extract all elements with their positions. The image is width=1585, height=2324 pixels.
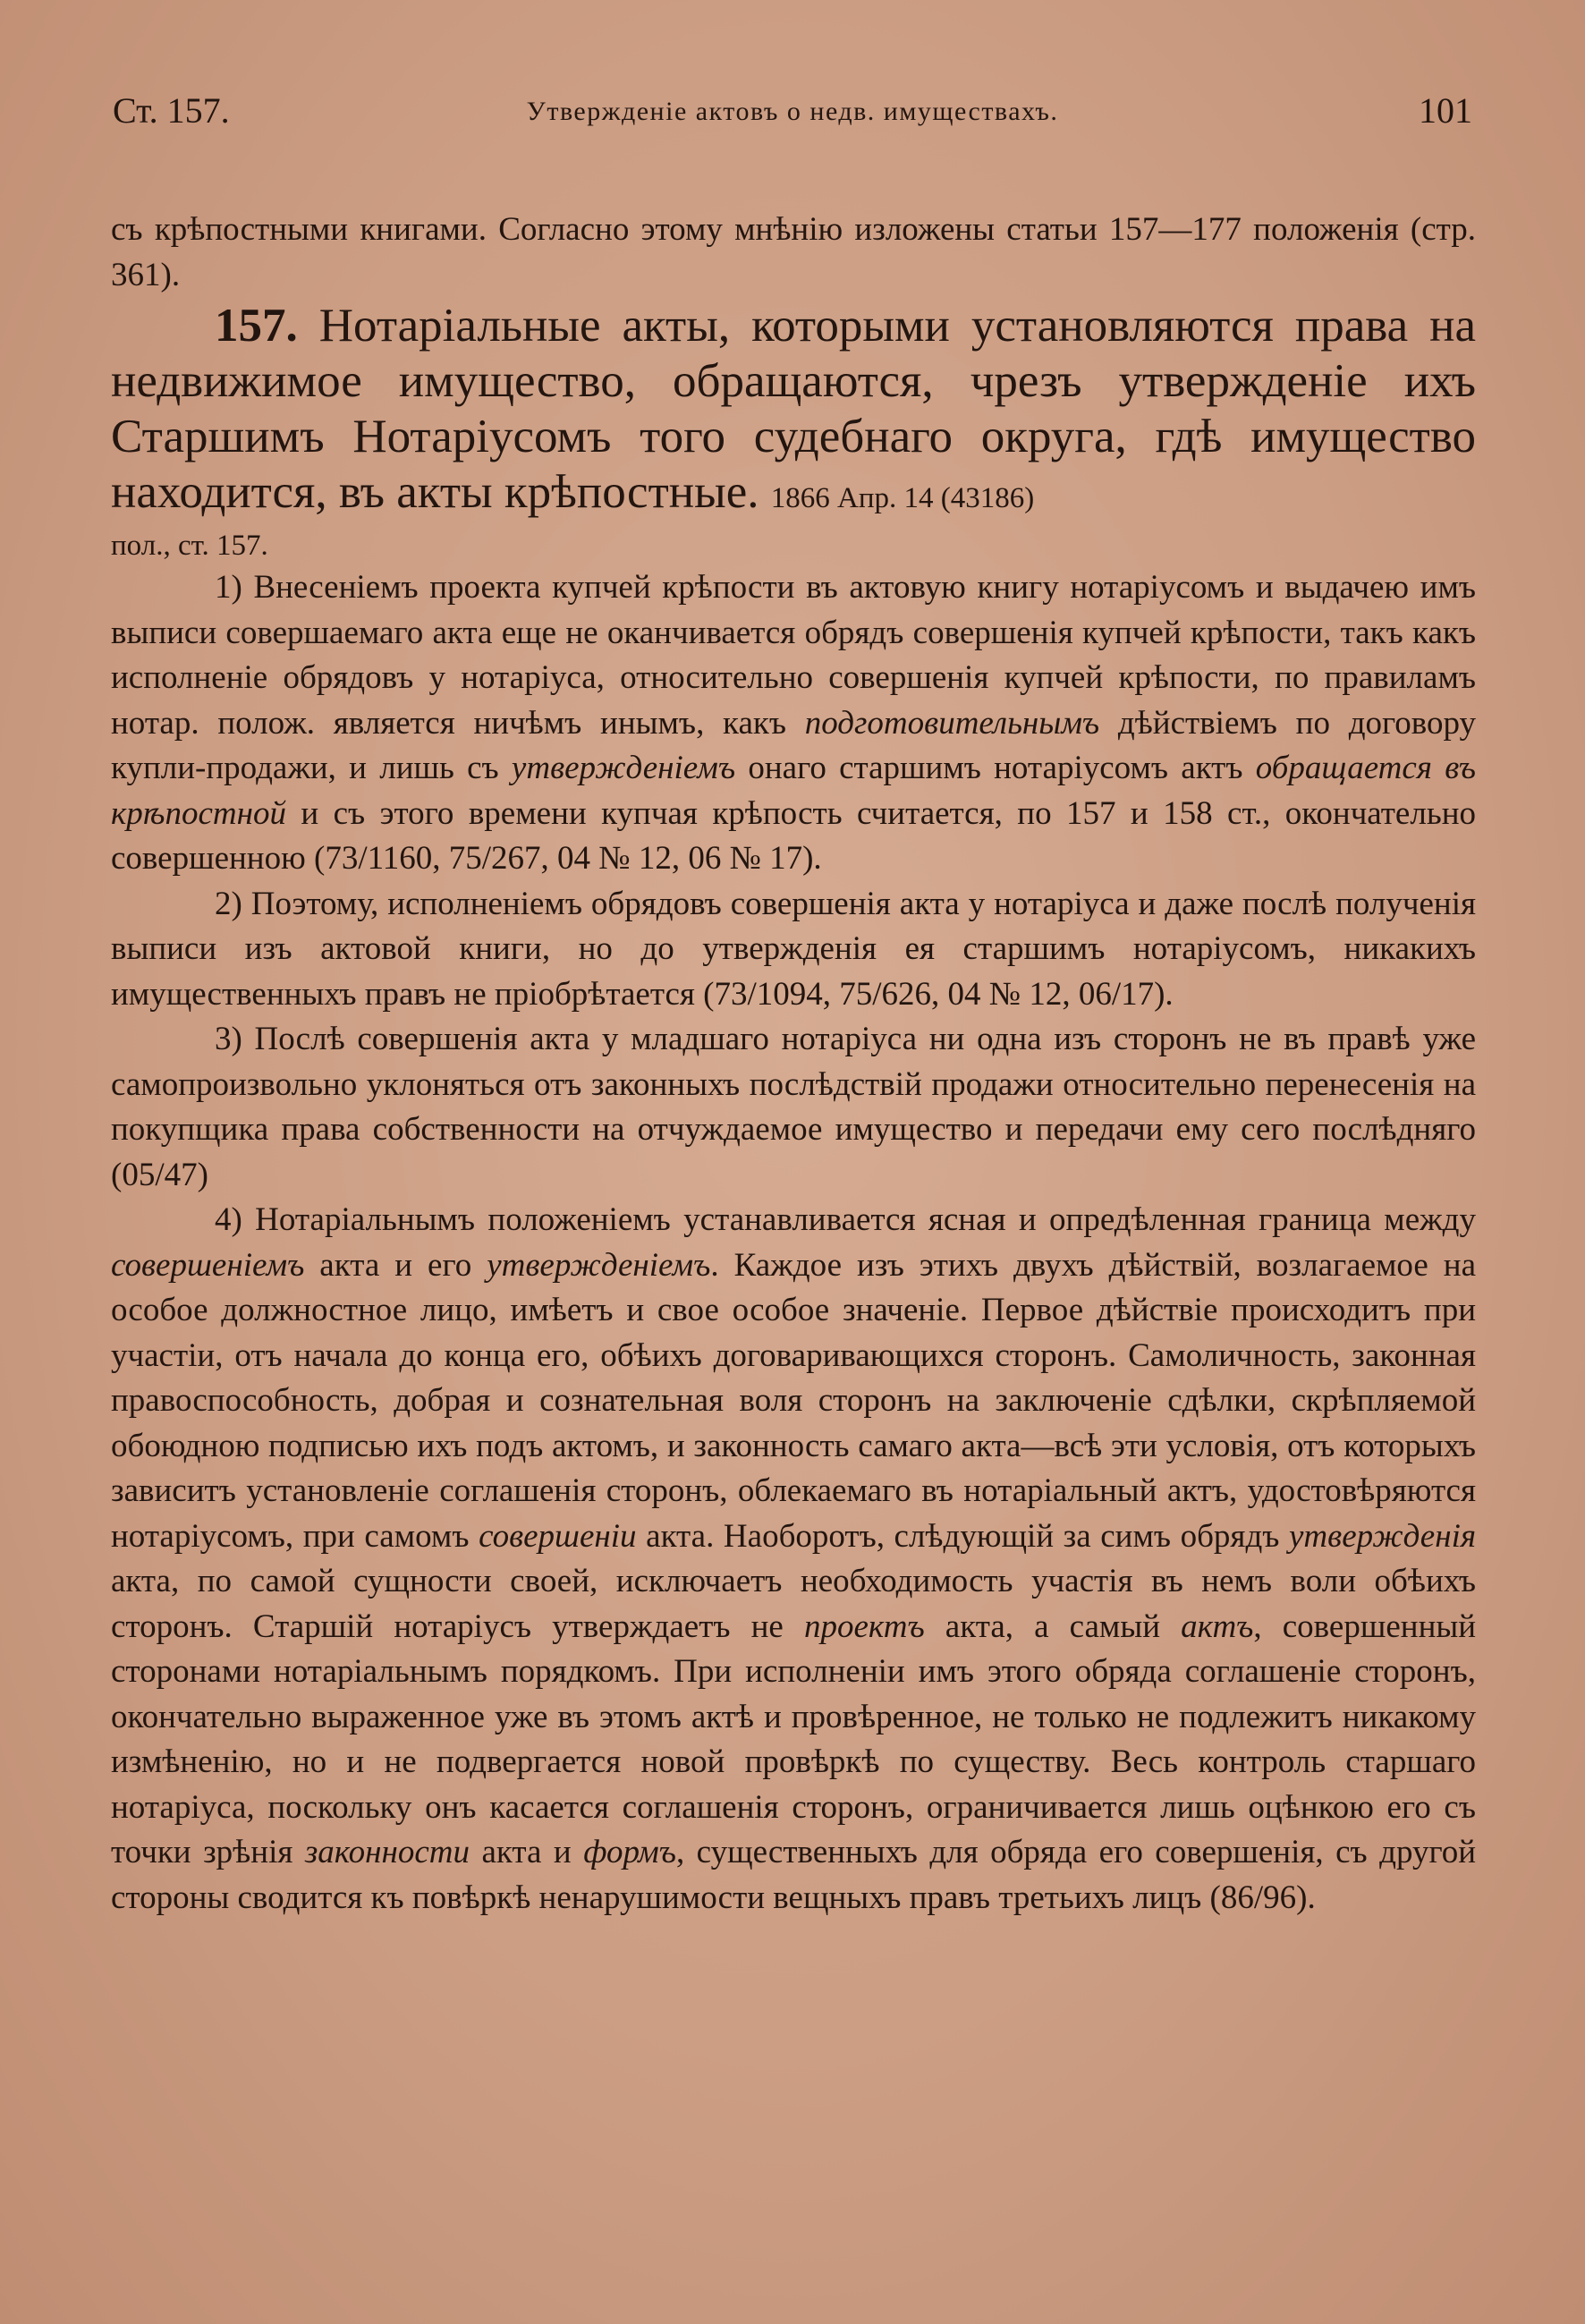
note-4	[111, 1198, 1476, 1921]
note-1-emphasis: утвержденіемъ	[511, 750, 736, 786]
article-reference: Ст. 157.	[113, 90, 230, 131]
page-body	[111, 208, 1476, 1921]
note-4-emphasis: совершеніи	[479, 1517, 637, 1555]
note-1-text: 1) Внесеніемъ проекта купчей крѣпости въ актовую книгу нотаріусомъ и выдачею имъ выписи совершаемаго акта еще не оканчивается обрядъ совершенія купчей крѣпости, такъ какъ исполненіе обрядовъ у нотаріуса, относительно совершенія купчей крѣпости, по правиламъ нотар. полож. является ничѣмъ инымъ, какъ	[111, 569, 1476, 742]
note-4-emphasis: совершеніемъ	[111, 1246, 305, 1284]
note-2: 2) Поэтому, исполненіемъ обрядовъ совершенія акта у нотаріуса и даже послѣ полученія выписи изъ актовой книги, но до утвержденія ея старшимъ нотаріусомъ, никакихъ имущественныхъ правъ не пріобрѣтается (73/1094, 75/626, 04 № 12, 06/17).	[111, 885, 1476, 1013]
note-1	[111, 565, 1476, 882]
article-source: 1866 Апр. 14 (43186)	[770, 482, 1035, 514]
note-1-emphasis: обращается въ крѣпостной	[111, 750, 1477, 832]
article-number: 157.	[215, 300, 298, 352]
note-4-emphasis: проектъ	[803, 1607, 925, 1645]
note-4-emphasis: актъ	[1181, 1607, 1254, 1645]
note-3: 3) Послѣ совершенія акта у младшаго нотаріуса ни одна изъ сторонъ не въ правѣ уже самопроизвольно уклоняться отъ законныхъ послѣдствій продажи относительно перенесенія на покупщика права собственности на отчуждаемое имущество и передачи ему сего послѣдняго (05/47)	[111, 1021, 1476, 1193]
note-4-text: 4) Нотаріальнымъ положеніемъ устанавливается ясная и опредѣленная граница между	[215, 1201, 1476, 1238]
note-1-emphasis: подготовительнымъ	[804, 704, 1100, 742]
running-title: Утвержденіе актовъ о недв. имуществахъ.	[526, 97, 1059, 126]
note-1-text: дѣйствіемъ по договору купли-продажи, и лишь съ	[111, 704, 1477, 786]
note-4-text: , существенныхъ для обряда его совершенія, съ другой стороны сводится къ повѣркѣ ненарушимости вещныхъ правъ третьихъ лицъ (86/96).	[111, 1834, 1477, 1916]
note-4-emphasis: утвержденіемъ	[487, 1246, 711, 1284]
page-number: 101	[1419, 90, 1472, 131]
note-4-emphasis: утвержденія	[1289, 1517, 1477, 1555]
note-4-text: акта, по самой сущности своей, исключаетъ необходимость участія въ немъ воли обѣихъ сторонъ. Старшій нотаріусъ утверждаетъ не	[111, 1563, 1476, 1645]
article-157	[111, 298, 1476, 526]
note-4-emphasis: формъ	[583, 1834, 676, 1870]
note-4-text: акта. Наоборотъ, слѣдующій за симъ обрядъ	[646, 1517, 1280, 1555]
intro-paragraph: съ крѣпостными книгами. Согласно этому мнѣнію изложены статьи 157—177 положенія (стр. 361).	[111, 211, 1476, 293]
article-text: Нотаріальные акты, которыми установляются права на недвижимое имущество, обращаются, чрезъ утвержденіе ихъ Старшимъ Нотаріусомъ того судебнаго округа, гдѣ имущество находится, въ акты крѣпостные.	[111, 300, 1476, 518]
note-4-emphasis: законности	[304, 1834, 470, 1870]
note-1-text: онаго старшимъ нотаріусомъ актъ	[748, 750, 1243, 786]
note-4-text: акта и его	[319, 1246, 472, 1284]
note-4-text: акта, а самый	[945, 1607, 1161, 1645]
note-4-text: , совершенный сторонами нотаріальнымъ порядкомъ. При исполненіи имъ этого обряда соглашеніе сторонъ, окончательно выраженное уже въ этомъ актѣ и провѣренное, не только не подлежитъ никакому измѣненію, но и не подвергается новой провѣркѣ по существу. Весь контроль старшаго нотаріуса, поскольку онъ касается соглашенія сторонъ, ограничивается лишь оцѣнкою его съ точки зрѣнія	[111, 1607, 1477, 1870]
running-header	[113, 89, 1472, 143]
note-4-text: акта и	[481, 1834, 572, 1870]
note-1-text: и съ этого времени купчая крѣпость считается, по 157 и 158 ст., окончательно совершенною (73/1160, 75/267, 04 № 12, 06 № 17).	[111, 794, 1476, 877]
note-4-text: . Каждое изъ этихъ двухъ дѣйствій, возлагаемое на особое должностное лицо, имѣетъ и свое особое значеніе. Первое дѣйствіе происходитъ при участіи, отъ начала до конца его, обѣихъ договаривающихся сторонъ. Самоличность, законная правоспособность, добрая и сознательная воля сторонъ на заключеніе сдѣлки, скрѣпляемой обоюдною подписью ихъ подъ актомъ, и законность самаго акта—всѣ эти условія, отъ которыхъ зависитъ установленіе соглашенія сторонъ, облекаемаго въ нотаріальный актъ, удостовѣряются нотаріусомъ, при самомъ	[111, 1246, 1477, 1555]
article-source-continued: пол., ст. 157.	[111, 530, 268, 562]
